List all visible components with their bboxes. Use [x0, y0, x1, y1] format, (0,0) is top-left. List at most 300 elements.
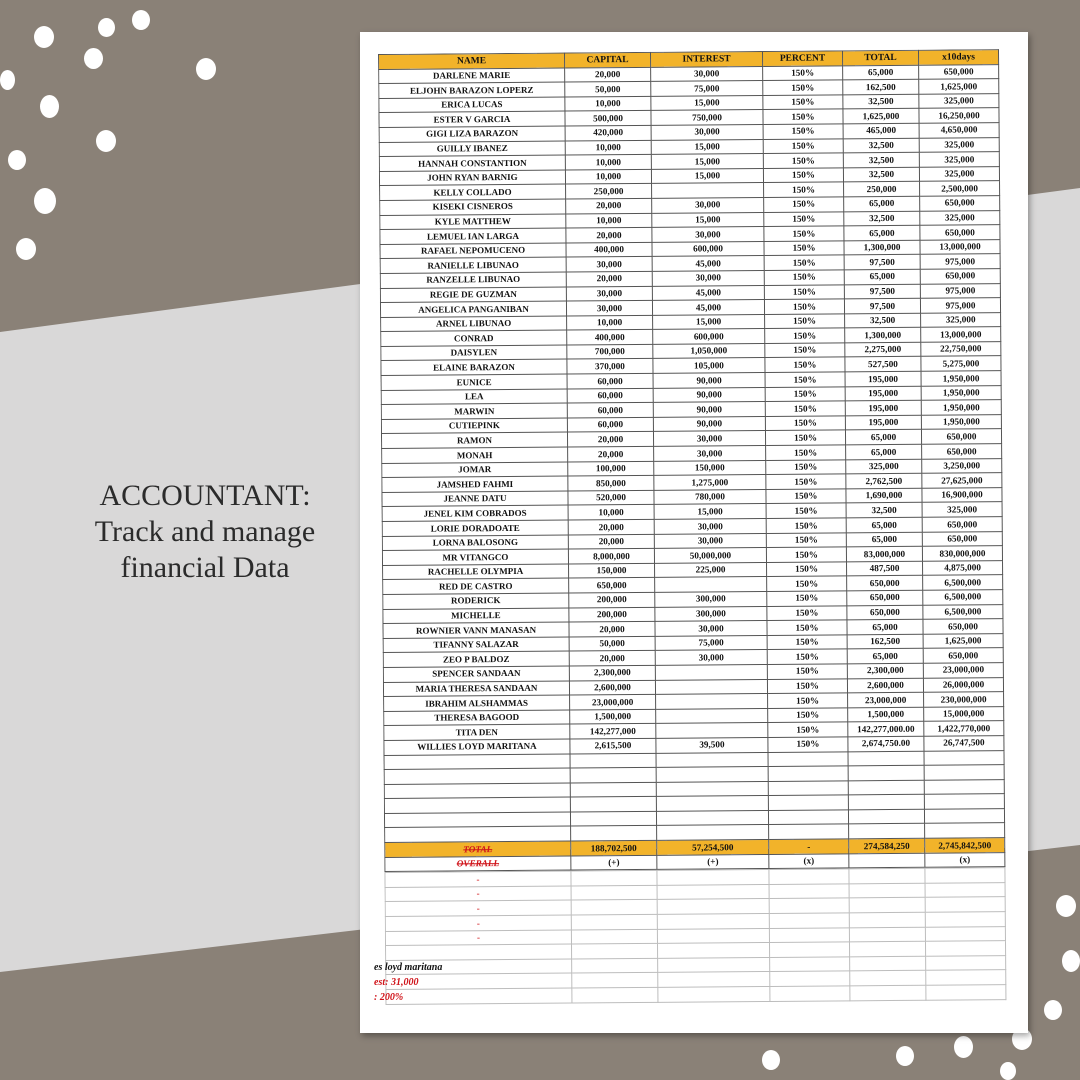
percent-cell: 150% — [765, 357, 845, 372]
interest-cell: 780,000 — [654, 489, 766, 504]
interest-cell: 30,000 — [652, 227, 764, 242]
capital-cell: 370,000 — [567, 359, 653, 374]
total-cell: 162,500 — [847, 634, 923, 649]
decorative-dot — [1000, 1062, 1016, 1080]
overall-percent: (x) — [769, 853, 849, 868]
interest-cell: 30,000 — [655, 621, 767, 636]
interest-cell — [656, 694, 768, 709]
percent-cell: 150% — [766, 503, 846, 518]
x10days-cell: 650,000 — [920, 225, 1000, 240]
name-cell: RACHELLE OLYMPIA — [383, 564, 569, 580]
summary-dash: - — [385, 900, 571, 916]
name-cell: MARIA THERESA SANDAAN — [383, 681, 569, 697]
caption-title: ACCOUNTANT: — [99, 479, 311, 512]
interest-cell: 105,000 — [653, 358, 765, 373]
percent-cell: 150% — [767, 678, 847, 693]
percent-cell: 150% — [764, 182, 844, 197]
total-cell: 162,500 — [843, 79, 919, 94]
percent-cell: 150% — [763, 168, 843, 183]
percent-cell: 150% — [767, 635, 847, 650]
name-cell: EUNICE — [381, 374, 567, 390]
total-cell: 32,500 — [843, 138, 919, 153]
percent-cell: 150% — [764, 255, 844, 270]
name-cell: KISEKI CISNEROS — [380, 199, 566, 215]
capital-cell: 200,000 — [569, 592, 655, 607]
capital-cell: 60,000 — [567, 403, 653, 418]
capital-cell: 60,000 — [567, 388, 653, 403]
percent-cell: 150% — [768, 708, 848, 723]
x10days-cell: 325,000 — [922, 502, 1002, 517]
total-cell: 65,000 — [846, 532, 922, 547]
total-cell: 32,500 — [843, 94, 919, 109]
total-cell: 97,500 — [844, 284, 920, 299]
x10days-cell: 325,000 — [919, 137, 999, 152]
capital-cell: 8,000,000 — [568, 549, 654, 564]
capital-cell: 520,000 — [568, 490, 654, 505]
interest-cell: 750,000 — [651, 110, 763, 125]
name-cell: MONAH — [382, 447, 568, 463]
column-header: NAME — [379, 53, 565, 69]
capital-cell: 420,000 — [565, 125, 651, 140]
percent-cell: 150% — [767, 605, 847, 620]
capital-cell: 30,000 — [566, 300, 652, 315]
capital-cell: 400,000 — [567, 330, 653, 345]
summary-dash: - — [385, 915, 571, 931]
percent-cell: 150% — [763, 65, 843, 80]
decorative-dot — [84, 48, 103, 69]
capital-cell: 20,000 — [568, 446, 654, 461]
percent-cell: 150% — [768, 722, 848, 737]
capital-cell: 650,000 — [569, 578, 655, 593]
percent-cell: 150% — [764, 241, 844, 256]
overall-label: OVERALL — [385, 856, 571, 872]
name-cell: LORNA BALOSONG — [382, 535, 568, 551]
total-cell: 195,000 — [845, 400, 921, 415]
capital-cell: 50,000 — [565, 82, 651, 97]
x10days-cell: 26,000,000 — [923, 677, 1003, 692]
capital-cell: 400,000 — [566, 242, 652, 257]
summary-dash: - — [385, 871, 571, 887]
capital-cell: 10,000 — [565, 140, 651, 155]
capital-cell: 10,000 — [566, 213, 652, 228]
decorative-dot — [34, 188, 56, 214]
x10days-cell: 6,500,000 — [923, 604, 1003, 619]
overall-interest: (+) — [657, 854, 769, 869]
capital-cell: 20,000 — [566, 271, 652, 286]
capital-cell: 50,000 — [569, 636, 655, 651]
percent-cell: 150% — [767, 620, 847, 635]
capital-cell: 2,600,000 — [569, 680, 655, 695]
decorative-dot — [896, 1046, 914, 1066]
x10days-cell: 15,000,000 — [924, 706, 1004, 721]
interest-cell: 45,000 — [652, 256, 764, 271]
total-cell: 32,500 — [843, 167, 919, 182]
percent-cell: 150% — [764, 226, 844, 241]
total-cell: 650,000 — [847, 590, 923, 605]
x10days-cell: 2,500,000 — [920, 181, 1000, 196]
name-cell: LEA — [381, 389, 567, 405]
name-cell: REGIE DE GUZMAN — [380, 287, 566, 303]
interest-cell: 30,000 — [654, 445, 766, 460]
name-cell: WILLIES LOYD MARITANA — [384, 739, 570, 755]
name-cell: HANNAH CONSTANTION — [379, 155, 565, 171]
spreadsheet-paper — [360, 32, 1028, 1033]
x10days-cell: 1,950,000 — [921, 400, 1001, 415]
caption — [40, 478, 370, 586]
percent-cell: 150% — [765, 430, 845, 445]
interest-cell: 30,000 — [654, 518, 766, 533]
capital-cell: 20,000 — [569, 651, 655, 666]
interest-cell: 1,050,000 — [653, 343, 765, 358]
total-interest: 57,254,500 — [657, 840, 769, 855]
decorative-dot — [16, 238, 36, 260]
x10days-cell: 4,875,000 — [922, 560, 1002, 575]
x10days-cell: 325,000 — [919, 152, 999, 167]
percent-cell: 150% — [766, 459, 846, 474]
name-cell: DARLENE MARIE — [379, 68, 565, 84]
decorative-dot — [8, 150, 26, 170]
interest-cell: 150,000 — [654, 460, 766, 475]
total-cell: 2,275,000 — [845, 342, 921, 357]
capital-cell: 1,500,000 — [570, 709, 656, 724]
column-header: CAPITAL — [564, 52, 650, 67]
percent-cell: 150% — [764, 284, 844, 299]
name-cell: ZEO P BALDOZ — [383, 651, 569, 667]
decorative-dot — [0, 70, 15, 90]
interest-cell: 600,000 — [653, 329, 765, 344]
name-cell: ARNEL LIBUNAO — [381, 316, 567, 332]
name-cell: SPENCER SANDAAN — [383, 666, 569, 682]
decorative-dot — [40, 95, 59, 118]
interest-cell: 50,000,000 — [654, 548, 766, 563]
name-cell: ANGELICA PANGANIBAN — [380, 301, 566, 317]
capital-cell: 60,000 — [567, 417, 653, 432]
x10days-cell: 27,625,000 — [922, 473, 1002, 488]
column-header: TOTAL — [842, 50, 918, 65]
x10days-cell: 4,650,000 — [919, 123, 999, 138]
interest-cell — [656, 723, 768, 738]
x10days-cell: 1,950,000 — [921, 414, 1001, 429]
x10days-cell: 975,000 — [920, 254, 1000, 269]
percent-cell: 150% — [763, 109, 843, 124]
interest-cell: 30,000 — [651, 124, 763, 139]
capital-cell: 10,000 — [568, 505, 654, 520]
interest-cell: 30,000 — [653, 431, 765, 446]
interest-cell — [655, 664, 767, 679]
percent-cell: 150% — [766, 532, 846, 547]
total-cell: 142,277,000.00 — [848, 722, 924, 737]
total-cell: 195,000 — [845, 386, 921, 401]
x10days-cell: 13,000,000 — [921, 327, 1001, 342]
column-header: INTEREST — [650, 51, 762, 66]
capital-cell: 10,000 — [567, 315, 653, 330]
interest-cell: 300,000 — [655, 606, 767, 621]
total-cell: 2,600,000 — [847, 678, 923, 693]
interest-cell: 30,000 — [655, 650, 767, 665]
total-cell: 83,000,000 — [846, 546, 922, 561]
interest-cell: 15,000 — [651, 168, 763, 183]
percent-cell: 150% — [765, 343, 845, 358]
total-cell: 32,500 — [846, 503, 922, 518]
name-cell: TITA DEN — [384, 724, 570, 740]
x10days-cell: 975,000 — [920, 298, 1000, 313]
interest-cell: 45,000 — [652, 300, 764, 315]
total-cell: 65,000 — [844, 225, 920, 240]
capital-cell: 100,000 — [568, 461, 654, 476]
decorative-dot — [98, 18, 115, 37]
capital-cell: 10,000 — [565, 96, 651, 111]
percent-cell: 150% — [764, 211, 844, 226]
interest-cell — [655, 577, 767, 592]
interest-cell: 1,275,000 — [654, 475, 766, 490]
x10days-cell: 6,500,000 — [923, 575, 1003, 590]
capital-cell: 20,000 — [566, 198, 652, 213]
x10days-cell: 1,625,000 — [923, 633, 1003, 648]
interest-cell: 15,000 — [653, 314, 765, 329]
name-cell: RAMON — [381, 432, 567, 448]
interest-cell — [655, 679, 767, 694]
x10days-cell: 22,750,000 — [921, 341, 1001, 356]
percent-cell: 150% — [764, 299, 844, 314]
note-percent: : 200% — [374, 992, 404, 1003]
overall-capital: (+) — [571, 855, 657, 870]
percent-cell: 150% — [764, 270, 844, 285]
x10days-cell: 975,000 — [920, 283, 1000, 298]
interest-cell: 75,000 — [655, 635, 767, 650]
total-cell: 97,500 — [844, 298, 920, 313]
x10days-cell: 230,000,000 — [924, 692, 1004, 707]
percent-cell: 150% — [767, 649, 847, 664]
summary-dash: - — [385, 930, 571, 946]
decorative-dot — [1062, 950, 1080, 972]
name-cell: JOMAR — [382, 462, 568, 478]
interest-cell: 30,000 — [652, 197, 764, 212]
decorative-dot — [34, 26, 54, 48]
interest-cell: 90,000 — [653, 402, 765, 417]
decorative-dot — [1044, 1000, 1062, 1020]
total-cell: 195,000 — [845, 415, 921, 430]
percent-cell: 150% — [767, 591, 847, 606]
name-cell: MR VITANGCO — [382, 549, 568, 565]
interest-cell: 30,000 — [651, 66, 763, 81]
name-cell: RAFAEL NEPOMUCENO — [380, 243, 566, 259]
interest-cell: 75,000 — [651, 81, 763, 96]
summary-dash: - — [385, 886, 571, 902]
x10days-cell: 6,500,000 — [923, 590, 1003, 605]
interest-cell: 90,000 — [653, 373, 765, 388]
capital-cell: 142,277,000 — [570, 724, 656, 739]
x10days-cell: 16,250,000 — [919, 108, 999, 123]
interest-cell: 15,000 — [651, 139, 763, 154]
total-cell: 465,000 — [843, 123, 919, 138]
total-cell: 65,000 — [844, 196, 920, 211]
percent-cell: 150% — [763, 138, 843, 153]
total-cell: 23,000,000 — [848, 692, 924, 707]
x10days-cell: 5,275,000 — [921, 356, 1001, 371]
capital-cell: 60,000 — [567, 373, 653, 388]
total-cell: 32,500 — [845, 313, 921, 328]
total-cell: 2,674,750.00 — [848, 736, 924, 751]
notes — [374, 960, 442, 1005]
total-cell: 325,000 — [846, 459, 922, 474]
percent-cell: 150% — [768, 737, 848, 752]
capital-cell: 20,000 — [565, 67, 651, 82]
x10days-cell: 650,000 — [923, 648, 1003, 663]
caption-line: Track and manage — [94, 515, 316, 548]
interest-cell: 30,000 — [652, 270, 764, 285]
percent-cell: 150% — [767, 562, 847, 577]
interest-cell: 39,500 — [656, 737, 768, 752]
total-cell: 650,000 — [847, 605, 923, 620]
name-cell: TIFANNY SALAZAR — [383, 637, 569, 653]
capital-cell: 500,000 — [565, 111, 651, 126]
column-header: x10days — [918, 50, 998, 65]
x10days-cell: 13,000,000 — [920, 239, 1000, 254]
capital-cell: 30,000 — [566, 257, 652, 272]
total-cell: 97,500 — [844, 255, 920, 270]
interest-cell: 15,000 — [652, 212, 764, 227]
total-cell: 1,300,000 — [845, 328, 921, 343]
capital-cell: 10,000 — [565, 169, 651, 184]
total-cell: 1,500,000 — [848, 707, 924, 722]
name-cell: LEMUEL IAN LARGA — [380, 228, 566, 244]
capital-cell: 23,000,000 — [570, 694, 656, 709]
capital-cell: 20,000 — [569, 621, 655, 636]
interest-cell — [656, 708, 768, 723]
x10days-cell: 26,747,500 — [924, 736, 1004, 751]
x10days-cell: 650,000 — [920, 269, 1000, 284]
interest-cell: 15,000 — [654, 504, 766, 519]
decorative-dot — [96, 130, 116, 152]
capital-cell: 2,615,500 — [570, 738, 656, 753]
interest-cell: 225,000 — [655, 562, 767, 577]
percent-cell: 150% — [767, 664, 847, 679]
name-cell: THERESA BAGOOD — [384, 710, 570, 726]
interest-cell: 300,000 — [655, 591, 767, 606]
x10days-cell: 325,000 — [921, 312, 1001, 327]
interest-cell: 15,000 — [651, 154, 763, 169]
interest-cell: 15,000 — [651, 95, 763, 110]
percent-cell: 150% — [765, 314, 845, 329]
note-name: es loyd maritana — [374, 962, 443, 973]
total-cell: 65,000 — [844, 269, 920, 284]
percent-cell: 150% — [765, 401, 845, 416]
total-cell: 65,000 — [845, 430, 921, 445]
name-cell: ELAINE BARAZON — [381, 359, 567, 375]
percent-cell: 150% — [766, 518, 846, 533]
name-cell: RANZELLE LIBUNAO — [380, 272, 566, 288]
name-cell: MICHELLE — [383, 608, 569, 624]
name-cell: JAMSHED FAHMI — [382, 476, 568, 492]
total-cell: 32,500 — [844, 211, 920, 226]
name-cell: MARWIN — [381, 403, 567, 419]
name-cell: DAISYLEN — [381, 345, 567, 361]
total-cell: 65,000 — [846, 444, 922, 459]
percent-cell: 150% — [767, 576, 847, 591]
name-cell: JOHN RYAN BARNIG — [379, 170, 565, 186]
x10days-cell: 16,900,000 — [922, 487, 1002, 502]
total-cell: 1,690,000 — [846, 488, 922, 503]
name-cell: GUILLY IBANEZ — [379, 141, 565, 157]
x10days-cell: 650,000 — [919, 64, 999, 79]
percent-cell: 150% — [765, 328, 845, 343]
capital-cell: 30,000 — [566, 286, 652, 301]
total-cell: 527,500 — [845, 357, 921, 372]
x10days-cell: 325,000 — [919, 166, 999, 181]
total-percent: - — [769, 839, 849, 854]
decorative-dot — [1056, 895, 1076, 917]
decorative-dot — [954, 1036, 973, 1058]
total-total: 274,584,250 — [849, 838, 925, 853]
name-cell: RODERICK — [383, 593, 569, 609]
percent-cell: 150% — [763, 95, 843, 110]
x10days-cell: 325,000 — [919, 93, 999, 108]
x10days-cell: 3,250,000 — [922, 458, 1002, 473]
name-cell: ERICA LUCAS — [379, 97, 565, 113]
name-cell: JEANNE DATU — [382, 491, 568, 507]
x10days-cell: 1,625,000 — [919, 79, 999, 94]
percent-cell: 150% — [768, 693, 848, 708]
total-cell: 32,500 — [843, 152, 919, 167]
percent-cell: 150% — [763, 80, 843, 95]
summary-table — [384, 867, 1006, 1004]
capital-cell: 850,000 — [568, 476, 654, 491]
percent-cell: 150% — [765, 372, 845, 387]
percent-cell: 150% — [765, 416, 845, 431]
decorative-dot — [196, 58, 216, 80]
x10days-cell: 23,000,000 — [923, 663, 1003, 678]
overall-x10days: (x) — [925, 852, 1005, 867]
capital-cell: 200,000 — [569, 607, 655, 622]
percent-cell: 150% — [764, 197, 844, 212]
name-cell: ELJOHN BARAZON LOPERZ — [379, 82, 565, 98]
interest-cell: 90,000 — [653, 416, 765, 431]
spreadsheet-sheet — [378, 49, 1026, 1030]
interest-cell: 90,000 — [653, 387, 765, 402]
x10days-cell: 650,000 — [921, 429, 1001, 444]
total-cell: 65,000 — [843, 65, 919, 80]
capital-cell: 700,000 — [567, 344, 653, 359]
x10days-cell: 1,422,770,000 — [924, 721, 1004, 736]
total-cell: 2,300,000 — [847, 663, 923, 678]
name-cell: IBRAHIM ALSHAMMAS — [384, 695, 570, 711]
name-cell: RANIELLE LIBUNAO — [380, 257, 566, 273]
name-cell: CUTIEPINK — [381, 418, 567, 434]
total-cell: 2,762,500 — [846, 473, 922, 488]
column-header: PERCENT — [762, 51, 842, 66]
name-cell: KELLY COLLADO — [380, 184, 566, 200]
name-cell: RED DE CASTRO — [383, 578, 569, 594]
total-label: TOTAL — [385, 841, 571, 857]
name-cell: CONRAD — [381, 330, 567, 346]
name-cell: ESTER V GARCIA — [379, 111, 565, 127]
percent-cell: 150% — [766, 489, 846, 504]
capital-cell: 20,000 — [566, 227, 652, 242]
percent-cell: 150% — [766, 474, 846, 489]
total-x10days: 2,745,842,500 — [925, 838, 1005, 853]
interest-cell: 30,000 — [654, 533, 766, 548]
name-cell: JENEL KIM COBRADOS — [382, 505, 568, 521]
total-cell: 1,300,000 — [844, 240, 920, 255]
total-cell: 65,000 — [846, 517, 922, 532]
total-cell: 250,000 — [844, 182, 920, 197]
percent-cell: 150% — [766, 547, 846, 562]
caption-line: financial Data — [120, 551, 290, 584]
x10days-cell: 650,000 — [922, 517, 1002, 532]
percent-cell: 150% — [766, 445, 846, 460]
x10days-cell: 650,000 — [922, 444, 1002, 459]
x10days-cell: 1,950,000 — [921, 371, 1001, 386]
